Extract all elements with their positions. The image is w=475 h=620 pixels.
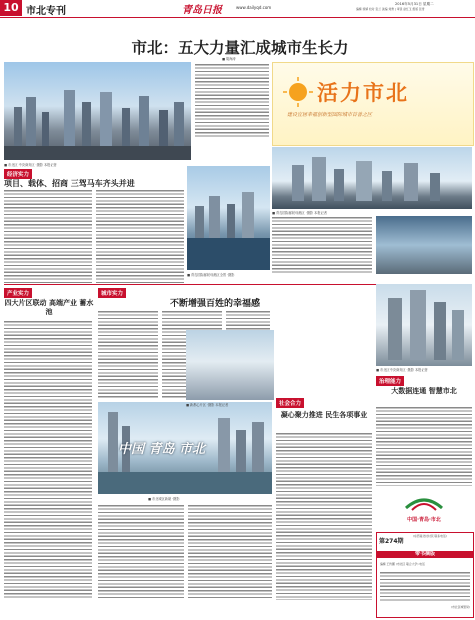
section-body xyxy=(376,406,472,486)
section-body xyxy=(188,504,272,600)
section-body xyxy=(98,504,184,600)
photo-caption: ■ 青岛国际邮轮母港区 ·摄影 本报记者 xyxy=(272,211,327,215)
issue-date: 2016年5月31日 星期二 xyxy=(395,2,434,6)
section-body xyxy=(96,189,184,283)
info-contact: (东西南北村村民 联系电话) xyxy=(413,534,447,538)
section-headline: 四大片区联动 高端产业 蓄水池 xyxy=(4,298,94,316)
district-logo-graphic xyxy=(376,490,472,514)
info-title: 带书摘版 xyxy=(377,551,473,558)
newspaper-logo: 青岛日报 xyxy=(182,5,222,16)
section-headline: 大数据连通 智慧市北 xyxy=(391,386,457,395)
towers-photo xyxy=(376,284,472,366)
harbor-photo xyxy=(272,147,472,209)
photo-caption: ■ 市北区中央商务区 ·摄影 本报记者 xyxy=(376,368,428,372)
byline: ■ 胡海涛 xyxy=(222,57,236,61)
section-body xyxy=(276,432,372,600)
page-number: 10 xyxy=(0,0,22,16)
photo-caption: ■ 青岛国际邮轮母港区全景 ·摄影 xyxy=(187,273,235,277)
section-tag: 城市实力 xyxy=(98,288,126,298)
city-collage-photo xyxy=(98,402,272,494)
new-district-photo xyxy=(186,330,274,400)
section-body xyxy=(4,320,92,600)
section-tag: 社会合力 xyxy=(276,398,304,408)
port-panorama-photo xyxy=(187,166,270,270)
district-logo-text: 中国·青岛·市北 xyxy=(407,517,441,523)
column-name: 市北专刊 xyxy=(26,6,66,17)
section-headline: 不断增强百姓的幸福感 xyxy=(170,299,261,309)
section-body xyxy=(4,189,92,283)
section-tag: 治理能力 xyxy=(376,376,404,386)
night-district-photo xyxy=(376,216,472,274)
section-body xyxy=(98,310,158,398)
vitality-banner xyxy=(272,62,474,146)
collage-title: 中国 青岛 市北 xyxy=(118,442,206,457)
main-headline: 市北：五大力量汇成城市生长力 xyxy=(131,38,349,57)
photo-caption: ■ 新都心片区 ·摄影 本报记者 xyxy=(186,403,229,407)
info-lines: 编辑 王传鹏 (市北区 联合大学) 电话 xyxy=(380,562,425,566)
info-box xyxy=(376,532,474,618)
website-url[interactable]: www.dailyqd.com xyxy=(236,5,272,10)
sun-icon xyxy=(283,77,313,107)
issue-number: 第274期 xyxy=(379,538,404,545)
masthead xyxy=(0,0,475,18)
section-headline: 项目、载体、招商 三驾马车齐头并进 xyxy=(4,178,135,188)
editor-credits: 编辑 徐婧 校对 张兰 美编 刘勇 | 审读 赵红玉 组版 张雪 xyxy=(356,7,425,11)
photo-caption: ■ 市北城区新貌 ·摄影 xyxy=(148,497,180,501)
intro-paragraph xyxy=(195,63,269,138)
info-org: (市北区城管局) xyxy=(451,605,470,609)
photo-caption: ■ 市北区 中央商务区 ·摄影 本报记者 xyxy=(4,163,57,167)
info-body xyxy=(380,571,470,601)
section-body xyxy=(272,216,372,274)
district-logo xyxy=(376,490,472,530)
banner-title: 活力市北 xyxy=(317,80,409,105)
section-tag: 产业实力 xyxy=(4,288,32,298)
banner-subtitle: 建设宜居幸福创新型国际城市首善之区 xyxy=(287,112,373,118)
skyline-buildings-graphic xyxy=(4,62,191,160)
section-headline: 凝心聚力推进 民生各项事业 xyxy=(280,410,368,419)
section-tag: 经济实力 xyxy=(4,169,32,179)
skyline-photo xyxy=(4,62,191,160)
